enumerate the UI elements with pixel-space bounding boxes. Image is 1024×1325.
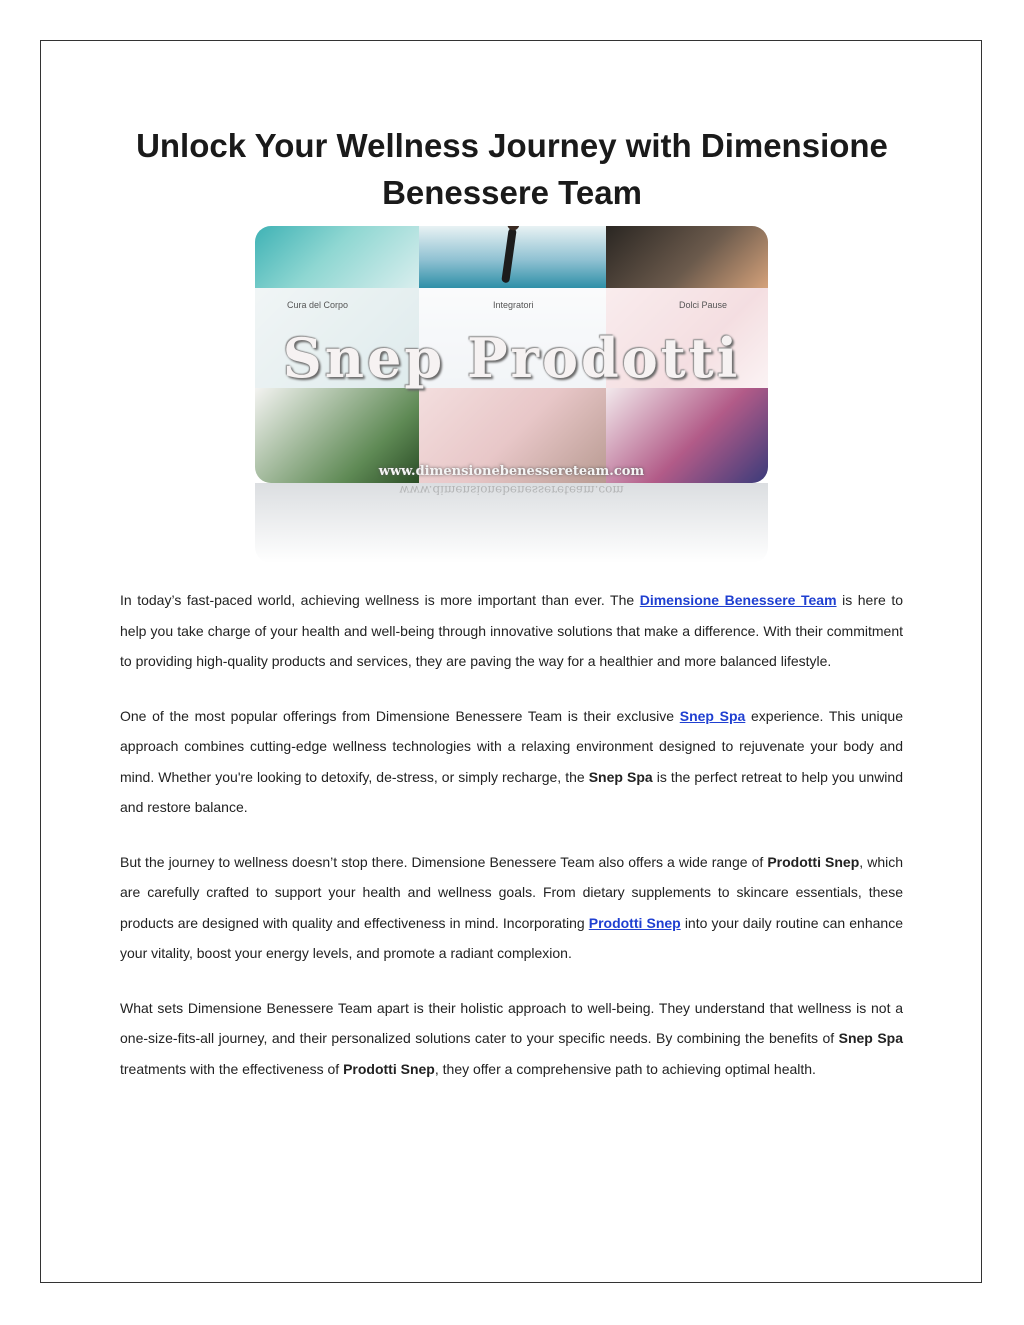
hero-image: [255, 226, 768, 483]
hero-reflection-text: www.dimensionebenessereteam.com: [399, 483, 624, 497]
collage-tile: [255, 226, 419, 288]
link-snep-spa[interactable]: Snep Spa: [679, 707, 746, 724]
paragraph-snep-spa: [120, 701, 903, 823]
text: In today’s fast-paced world, achieving wellness is more important than ever. The: [120, 592, 640, 608]
page-title: Unlock Your Wellness Journey with Dimensione Benessere Team: [136, 127, 888, 211]
text: is here to help you take charge of your health and well-being through innovative solutions that make a difference. With their commitment to providing high-quality products and services, they are paving the way for a healthier and more balanced lifestyle.: [120, 592, 903, 669]
paragraph-prodotti-snep: [120, 847, 903, 969]
hero-reflection: [255, 483, 768, 563]
hero-category-label: Integratori: [493, 300, 534, 310]
paragraph-intro: [120, 585, 903, 677]
text: experience. This unique approach combines cutting-edge wellness technologies with a relaxing environment designed to rejuvenate your body and mind. Whether you're looking to detoxify, de-stress, or simply recharge, the: [120, 707, 903, 785]
bold-prodotti-snep: Prodotti Snep: [767, 853, 860, 870]
hero-brand-text: Snep Prodotti: [282, 326, 741, 390]
text: One of the most popular offerings from Dimensione Benessere Team is their exclusive: [120, 707, 680, 724]
article-body: [120, 585, 903, 1108]
text: , they offer a comprehensive path to achieving optimal health.: [434, 1060, 816, 1077]
bold-snep-spa: Snep Spa: [588, 768, 653, 785]
runner-figure: [501, 228, 517, 284]
text: What sets Dimensione Benessere Team apart is their holistic approach to well-being. They understand that wellness is not a one-size-fits-all journey, and their personalized solutions cater to your specific needs. By combining the benefits of: [120, 999, 903, 1046]
link-dimensione-benessere-team[interactable]: Dimensione Benessere Team: [639, 592, 837, 608]
hero-site-url: www.dimensionebenessereteam.com: [378, 464, 645, 479]
link-prodotti-snep[interactable]: Prodotti Snep: [588, 914, 681, 931]
paragraph-holistic: [120, 993, 903, 1085]
text: into your daily routine can enhance your vitality, boost your energy levels, and promote a radiant complexion.: [120, 914, 903, 961]
collage-tile: [606, 226, 768, 288]
text: But the journey to wellness doesn’t stop there. Dimensione Benessere Team also offers a wide range of: [120, 853, 768, 870]
hero-category-label: Dolci Pause: [679, 300, 728, 310]
text: , which are carefully crafted to support your health and wellness goals. From dietary supplements to skincare essentials, these products are designed with quality and effectiveness in mind. Incorporating: [120, 853, 903, 931]
text: treatments with the effectiveness of: [120, 1060, 344, 1077]
hero-category-label: Cura del Corpo: [287, 300, 349, 310]
text: is the perfect retreat to help you unwind and restore balance.: [120, 768, 903, 815]
bold-prodotti-snep: Prodotti Snep: [343, 1060, 435, 1077]
collage-tile: [419, 226, 606, 288]
bold-snep-spa: Snep Spa: [838, 1030, 903, 1046]
